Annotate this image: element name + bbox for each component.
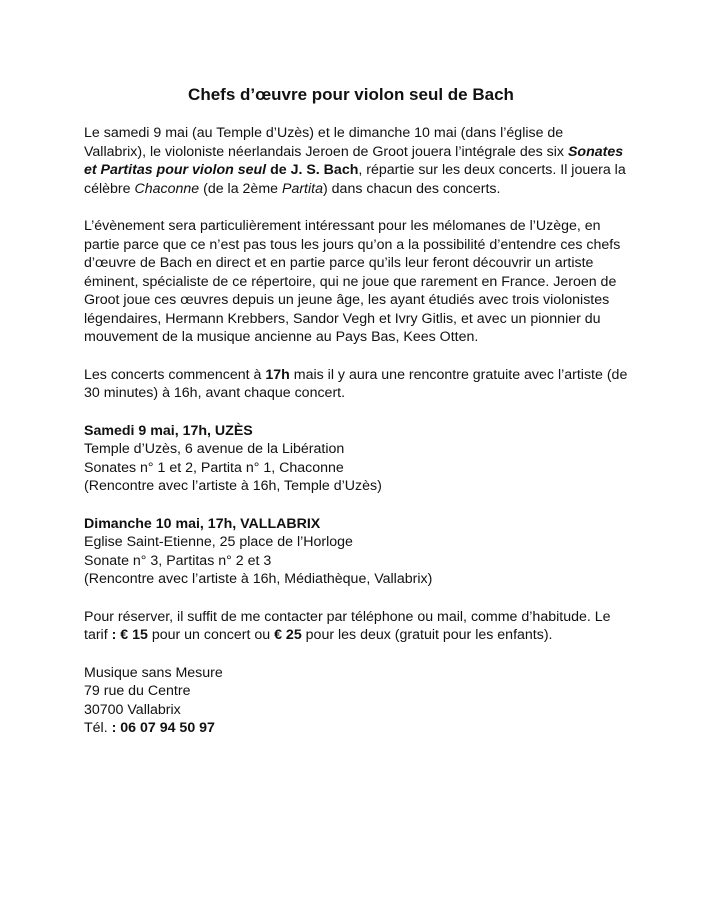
booking-text-2: pour un concert ou [147,627,275,643]
booking-text-3: pour les deux (gratuit pour les enfants). [301,627,553,643]
concert-1-heading: Samedi 9 mai, 17h, UZÈS [84,422,253,439]
intro-text-5: ) dans chacun des concerts. [323,180,501,197]
intro-text-4: (de la 2ème [199,180,282,197]
concert-1-meeting: (Rencontre avec l’artiste à 16h, Temple d’Uzès) [84,478,382,494]
schedule-text-1: Les concerts commencent à [84,366,266,383]
chaconne-title: Chaconne [134,180,200,197]
booking-colon: : [111,627,117,643]
concert-2-meeting: (Rencontre avec l’artiste à 16h, Médiathèque, Vallabrix) [84,571,433,587]
schedule-text-2: mais il y aura une rencontre gratuite avec l’artiste (de 30 minutes) à 16h, avant chaque concert. [84,366,628,401]
city-address: 30700 Vallabrix [84,701,181,718]
concert-1-program: Sonates n° 1 et 2, Partita n° 1, Chaconne [84,459,344,476]
intro-text-1: Le samedi 9 mai (au Temple d’Uzès) et le dimanche 10 mai (dans l’église de Vallabrix), le violoniste néerlandais Jeroen de Groot jouera l’intégrale des six [84,125,568,160]
booking-text-1: Pour réserver, il suffit de me contacter par téléphone ou mail, comme d’habitude. Le tarif [84,608,611,643]
phone-number: : 06 07 94 50 97 [107,720,215,736]
concert-2-venue: Eglise Saint-Etienne, 25 place de l’Horloge [84,534,353,550]
intro-paragraph [84,124,629,198]
concert-2-heading: Dimanche 10 mai, 17h, VALLABRIX [84,515,321,532]
composer: de J. S. Bach [266,162,359,178]
street-address: 79 rue du Centre [84,683,191,699]
concert-1 [84,422,629,496]
page-title: Chefs d’œuvre pour violon seul de Bach [188,85,514,104]
phone-label: Tél. [84,720,108,736]
document-body [84,124,629,757]
start-time: 17h [265,366,290,383]
phone-line [84,719,629,738]
concert-2-program: Sonate n° 3, Partitas n° 2 et 3 [84,552,272,569]
event-paragraph: L’évènement sera particulièrement intéressant pour les mélomanes de l’Uzège, en partie parce que ce n’est pas tous les jours qu’on a la possibilité d’entendre ces chefs d’œuvre de Bach en direct et en partie parce qu’ils leur feront découvrir un artiste éminent, spécialiste de ce répertoire, qui ne joue que rarement en France. Jeroen de Groot joue ces œuvres depuis un jeune âge, les ayant étudiés avec trois violonistes légendaires, Hermann Krebbers, Sandor Vegh et Ivry Gitlis, et avec un pionnier du mouvement de la musique ancienne au Pays Bas, Kees Otten. [84,218,621,345]
intro-text-3: , répartie sur les deux concerts. Il jouera la célèbre [84,162,626,197]
works-title: Sonates et Partitas pour violon seul [84,143,624,178]
partita-title: Partita [281,180,323,197]
contact-address [84,664,629,738]
concert-2 [84,515,629,589]
schedule-paragraph [84,366,629,403]
price-single: € 15 [116,627,148,643]
price-both: € 25 [274,627,302,643]
organization-name: Musique sans Mesure [84,664,223,681]
booking-paragraph [84,608,629,645]
concert-1-venue: Temple d’Uzès, 6 avenue de la Libération [84,441,345,457]
